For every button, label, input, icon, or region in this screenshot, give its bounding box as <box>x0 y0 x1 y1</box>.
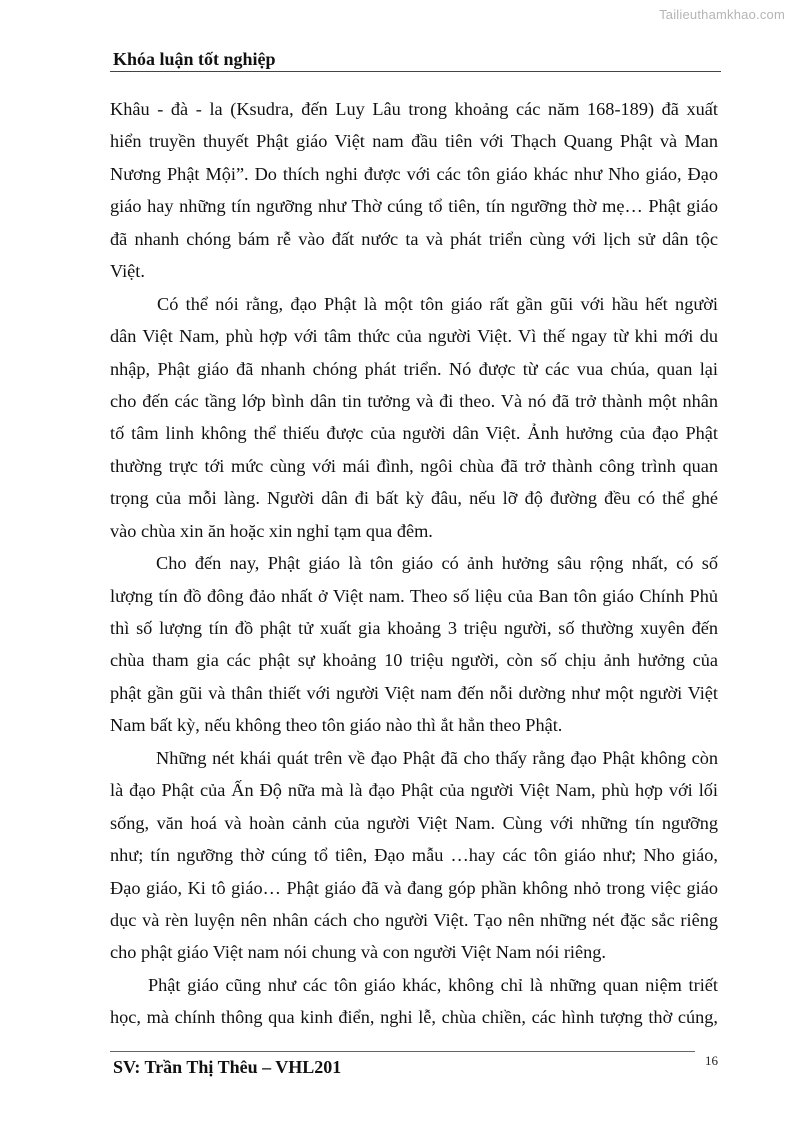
body-line: nhập, Phật giáo đã nhanh chóng phát triển. Nó được từ các vua chúa, quan lại <box>110 358 718 379</box>
body-line: là đạo Phật của Ấn Độ nữa mà là đạo Phật của người Việt Nam, phù hợp với lối <box>110 780 718 801</box>
body-line: giáo hay những tín ngưỡng như Thờ cúng tổ tiên, tín ngưỡng thờ mẹ… Phật giáo <box>110 196 718 217</box>
body-line: Nương Phật Mội”. Do thích nghi được với các tôn giáo khác như Nho giáo, Đạo <box>110 163 718 184</box>
body-line: Đạo giáo, Ki tô giáo… Phật giáo đã và đang góp phần không nhỏ trong việc giáo <box>110 877 718 898</box>
body-line: hiển truyền thuyết Phật giáo Việt nam đầu tiên với Thạch Quang Phật và Man <box>110 131 718 152</box>
body-line: lượng tín đồ đông đảo nhất ở Việt nam. Theo số liệu của Ban tôn giáo Chính Phủ <box>110 585 718 606</box>
body-line: Nam bất kỳ, nếu không theo tôn giáo nào thì ắt hẳn theo Phật. <box>110 715 563 736</box>
body-line: phật gần gũi và thân thiết với người Việt nam đến nỗi dường như một người Việt <box>110 682 718 703</box>
body-line: chùa tham gia các phật sự khoảng 10 triệu người, còn số chịu ảnh hưởng của <box>110 650 718 671</box>
body-line: cho đến các tầng lớp bình dân tin tưởng và đi theo. Và nó đã trở thành một nhân <box>110 390 718 411</box>
body-line: trọng của mỗi làng. Người dân đi bất kỳ đâu, nếu lỡ độ đường đều có thể ghé <box>110 488 718 509</box>
body-line: cho phật giáo Việt nam nói chung và con người Việt Nam nói riêng. <box>110 942 606 963</box>
body-line: thì số lượng tín đồ phật tử xuất gia khoảng 3 triệu người, số thường xuyên đến <box>110 618 718 638</box>
body-line: sống, văn hoá và hoàn cảnh của người Việt Nam. Cùng với những tín ngưỡng <box>110 812 718 833</box>
body-line: vào chùa xin ăn hoặc xin nghỉ tạm qua đêm. <box>110 520 433 541</box>
body-line: tố tâm linh không thể thiếu được của người dân Việt. Ảnh hưởng của đạo Phật <box>110 423 718 444</box>
header-divider <box>110 71 721 72</box>
page-number: 16 <box>705 1053 718 1068</box>
body-line: thường trực tới mức cùng với mái đình, ngôi chùa đã trở thành công trình quan <box>110 455 718 476</box>
footer-student-name: SV: Trần Thị Thêu – VHL201 <box>113 1057 342 1077</box>
body-line: dân Việt Nam, phù hợp với tâm thức của người Việt. Vì thế ngay từ khi mới du <box>110 326 718 347</box>
body-line: Có thể nói rằng, đạo Phật là một tôn giáo rất gần gũi với hầu hết người <box>157 293 718 314</box>
body-line: Cho đến nay, Phật giáo là tôn giáo có ảnh hưởng sâu rộng nhất, có số <box>156 553 718 574</box>
body-line: Việt. <box>110 261 145 282</box>
body-line: Phật giáo cũng như các tôn giáo khác, không chỉ là những quan niệm triết <box>148 974 718 995</box>
body-line: như; tín ngưỡng thờ cúng tổ tiên, Đạo mẫu …hay các tôn giáo như; Nho giáo, <box>110 845 718 866</box>
body-line: đã nhanh chóng bám rễ vào đất nước ta và phát triển cùng với lịch sử dân tộc <box>110 228 718 249</box>
footer-divider <box>110 1051 695 1052</box>
document-header-title: Khóa luận tốt nghiệp <box>113 49 276 69</box>
body-line: Khâu - đà - la (Ksudra, đến Luy Lâu trong khoảng các năm 168-189) đã xuất <box>110 99 718 119</box>
body-text <box>110 93 718 1034</box>
body-line: học, mà chính thông qua kinh điển, nghi lễ, chùa chiền, các hình tượng thờ cúng, <box>110 1007 718 1028</box>
body-line: dục và rèn luyện nên nhân cách cho người Việt. Tạo nên những nét đặc sắc riêng <box>110 909 718 930</box>
body-line: Những nét khái quát trên về đạo Phật đã cho thấy rằng đạo Phật không còn <box>156 747 718 768</box>
watermark: Tailieuthamkhao.com <box>659 7 785 22</box>
